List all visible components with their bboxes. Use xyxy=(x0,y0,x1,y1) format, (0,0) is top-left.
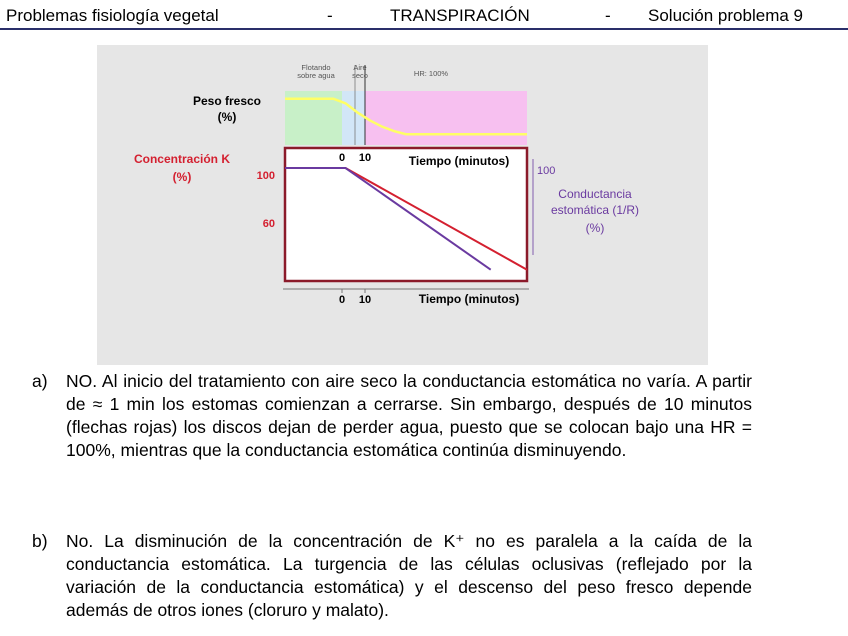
header-topic: TRANSPIRACIÓN xyxy=(390,6,530,25)
conductance-axis-label: Conductancia xyxy=(558,187,632,201)
phase-floating-label: Flotando xyxy=(301,63,331,72)
fresh-weight-axis-unit: (%) xyxy=(217,110,237,124)
phase-dry-air-region xyxy=(342,91,365,145)
conductance-tick-label: 100 xyxy=(537,165,556,177)
fresh-weight-axis-label: Peso fresco xyxy=(192,94,262,108)
phase-humid-region xyxy=(365,91,527,145)
answer-a xyxy=(32,370,752,462)
answer-text: NO. Al inicio del tratamiento con aire seco la conductancia estomática no varía. A partir de ≈ 1 min los estomas comienzan a cerrarse. Sin embargo, después de 10 minutos (flechas rojas) los discos dejan de perder agua, puesto que se colocan bajo una HR = 100%, mientras que la conductancia estomática continúa disminuyendo. xyxy=(66,371,752,460)
phase-humid-label: HR: 100% xyxy=(413,69,449,78)
phase-floating-label: sobre agua xyxy=(297,71,335,80)
conductance-axis-label: estomática (1/R) xyxy=(550,203,640,217)
fresh-weight-chart xyxy=(193,63,527,145)
answer-text: No. La disminución de la concentración de K⁺ no es paralela a la caída de la conductancia estomática. La turgencia de las células oclusivas (reflejado por la variación de la conductancia estomática) y el descenso del peso fresco depende además de otros iones (cloruro y malato). xyxy=(66,531,752,620)
phase-dry-air-label: seco xyxy=(352,71,368,80)
header-problem: Solución problema 9 xyxy=(648,6,803,25)
conductance-axis-unit: (%) xyxy=(585,221,605,235)
header-rule xyxy=(0,28,848,30)
figure-svg xyxy=(97,45,708,365)
x-axis-label: Tiempo (minutos) xyxy=(418,292,520,306)
k-conductance-chart xyxy=(134,148,639,306)
answer-letter: b) xyxy=(32,531,48,551)
answer-b xyxy=(32,530,752,622)
k-tick-label: 60 xyxy=(262,218,275,230)
x-tick-label: 10 xyxy=(358,152,372,164)
answer-letter: a) xyxy=(32,371,48,391)
header-separator: - xyxy=(327,6,333,25)
figure-panel xyxy=(97,45,708,365)
k-axis-label: Concentración K xyxy=(133,152,231,166)
header xyxy=(0,0,848,32)
header-course: Problemas fisiología vegetal xyxy=(6,6,219,25)
k-axis-unit: (%) xyxy=(172,170,192,184)
header-separator: - xyxy=(605,6,611,25)
x-axis-label: Tiempo (minutos) xyxy=(408,154,510,168)
x-tick-label: 10 xyxy=(358,294,372,306)
x-tick-label: 0 xyxy=(338,152,346,164)
phase-dry-air-label: Aire xyxy=(353,63,367,72)
x-tick-label: 0 xyxy=(338,294,346,306)
k-tick-label: 100 xyxy=(256,170,275,182)
